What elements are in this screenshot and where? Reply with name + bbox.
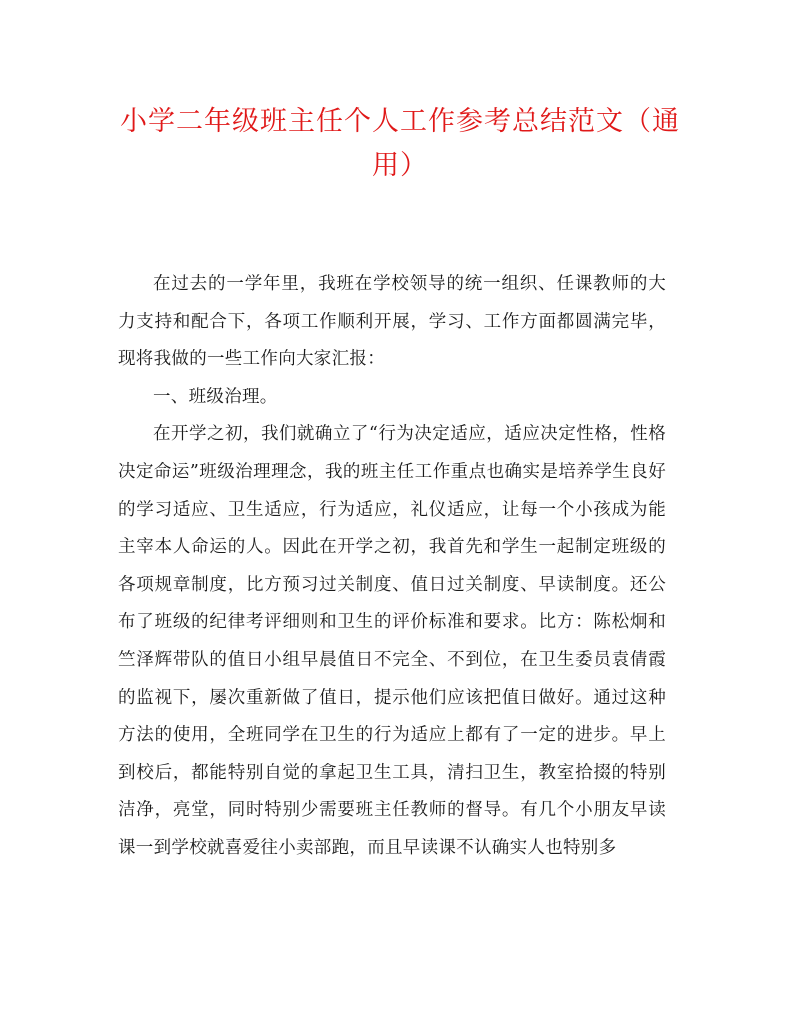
body-paragraph: 在开学之初，我们就确立了“行为决定适应，适应决定性格，性格决定命运”班级治理理念，我的班主任工作重点也确实是培养学生良好的学习适应、卫生适应，行为适应，礼仪适应，让每一个小孩成为能主宰本人命运的人。因此在开学之初，我首先和学生一起制定班级的各项规章制度，比方预习过关制度、值日过关制度、早读制度。还公布了班级的纪律考评细则和卫生的评价标准和要求。比方：陈松炯和竺泽辉带队的值日小组早晨值日不完全、不到位，在卫生委员袁倩霞的监视下，屡次重新做了值日，提示他们应该把值日做好。通过这种方法的使用，全班同学在卫生的行为适应上都有了一定的进步。早上到校后，都能特别自觉的拿起卫生工具，清扫卫生，教室拾掇的特别洁净，亮堂，同时特别少需要班主任教师的督导。有几个小朋友早读课一到学校就喜爱往小卖部跑，而且早读课不认确实人也特别多 (118, 424, 666, 858)
intro-paragraph: 在过去的一学年里，我班在学校领导的统一组织、任课教师的大力支持和配合下，各项工作顺利开展，学习、工作方面都圆满完毕，现将我做的一些工作向大家汇报： (118, 274, 666, 370)
document-body (118, 266, 666, 868)
section-heading-class-management: 一、班级治理。 (153, 386, 278, 407)
document-title: 小学二年级班主任个人工作参考总结范文（通用） (120, 106, 680, 181)
